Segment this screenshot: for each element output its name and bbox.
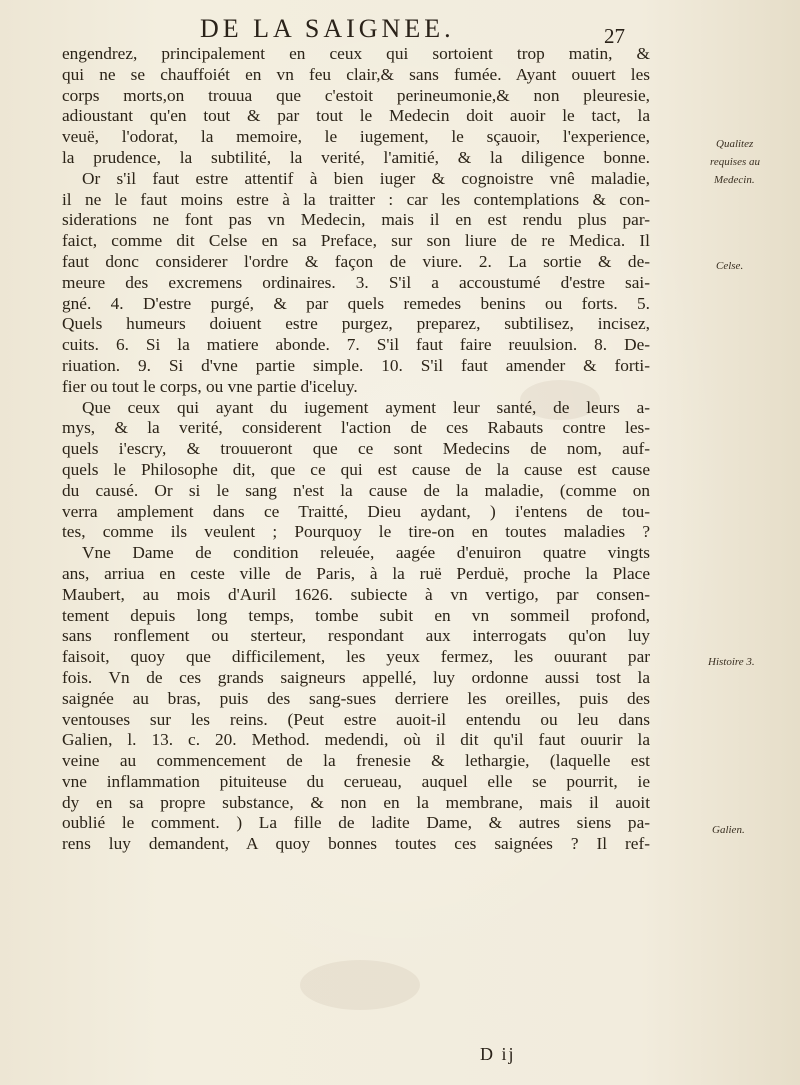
text-line: fier ou tout le corps, ou vne partie d'iceluy. xyxy=(62,376,358,396)
signature-mark: D ij xyxy=(480,1044,516,1064)
text-line: Galien, l. 13. c. 20. Method. medendi, où il dit qu'il faut ouurir la xyxy=(62,730,650,750)
text-line: vne inflammation pituiteuse du cerueau, auquel elle se pourrit, ie xyxy=(62,771,650,791)
text-line: mys, & la verité, considerent l'action de ces Rabauts contre les- xyxy=(62,418,650,438)
text-line: ventouses sur les reins. (Peut estre auoit-il entendu ou leu dans xyxy=(62,709,650,729)
text-line: du causé. Or si le sang n'est la cause de la maladie, (comme on xyxy=(62,480,650,500)
text-line: ans, arriua en ceste ville de Paris, à la ruë Perduë, proche la Place xyxy=(62,563,650,583)
margin-note: requises au xyxy=(710,156,761,168)
text-line: saignée au bras, puis des sang-sues derriere les oreilles, puis des xyxy=(62,688,650,708)
text-line: corps morts,on trouua que c'estoit perineumonie,& non pleuresie, xyxy=(62,85,650,105)
text-line: sans ronflement ou sterteur, respondant aux interrogats qu'on luy xyxy=(62,626,650,646)
text-line: faict, comme dit Celse en sa Preface, sur son liure de re Medica. Il xyxy=(62,231,650,251)
text-line: engendrez, principalement en ceux qui sortoient trop matin, & xyxy=(62,44,650,63)
body-text xyxy=(62,44,650,855)
text-line: siderations ne font pas vn Medecin, mais il en est rendu plus par- xyxy=(62,210,650,230)
text-line: Quels humeurs doiuent estre purgez, preparez, subtilisez, incisez, xyxy=(62,314,650,334)
text-line: verra amplement dans ce Traitté, Dieu aydant, ) i'entens de tou- xyxy=(62,501,650,521)
text-line: faut donc considerer l'ordre & façon de viure. 2. La sortie & de- xyxy=(62,251,650,271)
paper-stain xyxy=(300,960,420,1010)
text-line: rens luy demandent, A quoy bonnes toutes ces saignées ? Il ref- xyxy=(62,834,650,854)
text-line: dy en sa propre substance, & non en la membrane, mais il auoit xyxy=(62,792,650,812)
margin-note: Celse. xyxy=(716,260,744,272)
text-line: quels le Philosophe dit, que ce qui est cause de la cause est cause xyxy=(62,459,650,479)
text-line: oublié le comment. ) La fille de ladite Dame, & autres siens pa- xyxy=(62,813,650,833)
text-line: veuë, l'odorat, la memoire, le iugement, le sçauoir, l'experience, xyxy=(62,127,650,147)
text-line: veine au commencement de la frenesie & lethargie, (laquelle est xyxy=(62,751,650,771)
margin-note: Histoire 3. xyxy=(708,656,755,668)
text-line: riuation. 9. Si d'vne partie simple. 10. S'il faut amender & forti- xyxy=(62,355,650,375)
text-line: la prudence, la subtilité, la verité, l'amitié, & la diligence bonne. xyxy=(62,147,650,167)
text-line: il ne le faut moins estre à la traitter : car les contemplations & con- xyxy=(62,189,650,209)
text-line: Maubert, au mois d'Auril 1626. subiecte à vn vertigo, par consen- xyxy=(62,584,650,604)
text-line: adioustant qu'en tout & par tout le Medecin doit auoir le tact, la xyxy=(62,106,650,126)
margin-note: Galien. xyxy=(712,824,745,836)
margin-note: Qualitez xyxy=(716,138,754,150)
margin-note: Medecin. xyxy=(714,174,755,186)
text-line: tement depuis long temps, tombe subit en vn sommeil profond, xyxy=(62,605,650,625)
text-line: Vne Dame de condition releuée, aagée d'enuiron quatre vingts xyxy=(82,543,650,563)
text-line: Que ceux qui ayant du iugement ayment leur santé, de leurs a- xyxy=(82,397,650,417)
text-line: faisoit, quoy que difficilement, les yeux fermez, les ouurant par xyxy=(62,647,650,667)
text-line: tes, comme ils veulent ; Pourquoy le tire-on en toutes maladies ? xyxy=(62,522,650,542)
text-line: quels i'escry, & trouueront que ce sont Medecins de nom, auf- xyxy=(62,439,650,459)
text-line: fois. Vn de ces grands saigneurs appellé, luy ordonne aussi tost la xyxy=(62,667,650,687)
running-title: DE LA SAIGNEE. xyxy=(200,14,455,43)
text-line: meure des excremens ordinaires. 3. S'il a accoustumé d'estre sai- xyxy=(62,272,650,292)
page-number: 27 xyxy=(604,24,625,48)
text-line: cuits. 6. Si la matiere abonde. 7. S'il faut faire reuulsion. 8. De- xyxy=(62,335,650,355)
text-line: Or s'il faut estre attentif à bien iuger & cognoistre vnê maladie, xyxy=(82,168,650,188)
text-line: qui ne se chauffoiét en vn feu clair,& sans fumée. Ayant ouuert les xyxy=(62,64,650,84)
text-line: gné. 4. D'estre purgé, & par quels remedes benins ou forts. 5. xyxy=(62,293,650,313)
